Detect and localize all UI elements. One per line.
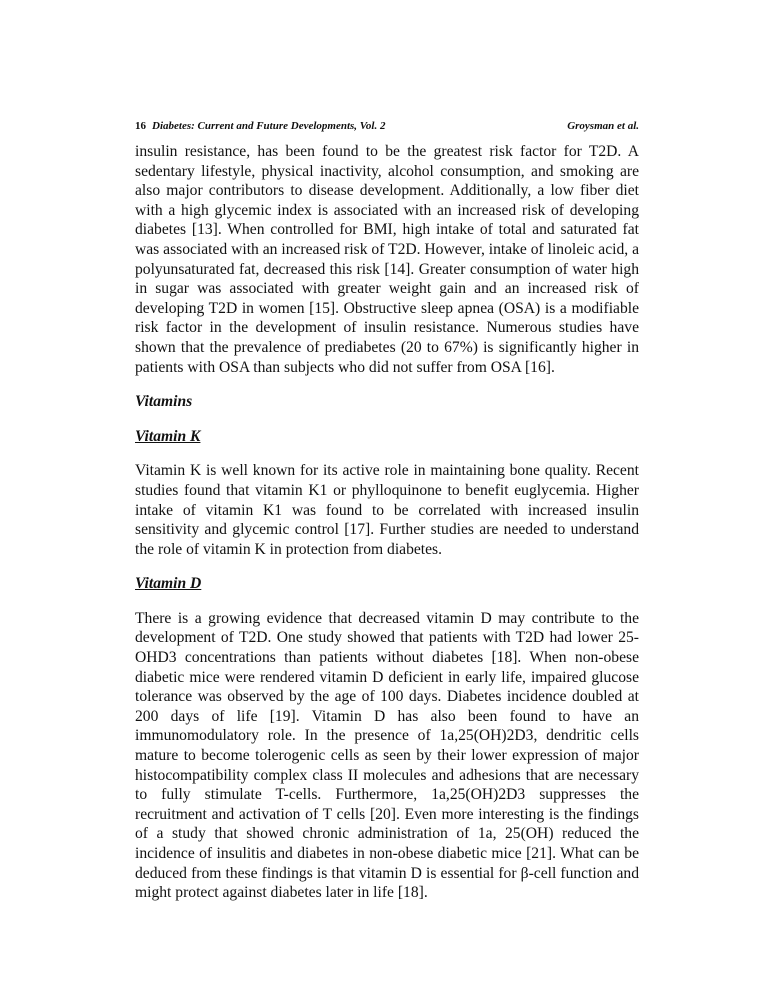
- vitamin-d-paragraph: There is a growing evidence that decreased vitamin D may contribute to the development of T2D. One study showed that patients with T2D had lower 25-OHD3 concentrations than patients without diabetes [18]. When non-obese diabetic mice were rendered vitamin D deficient in early life, impaired glucose tolerance was observed by the age of 100 days. Diabetes incidence doubled at 200 days of life [19]. Vitamin D has also been found to have an immunomodulatory role. In the presence of 1a,25(OH)2D3, dendritic cells mature to become tolerogenic cells as seen by their lower expression of major histocompatibility complex class II molecules and adhesions that are necessary to fully stimulate T-cells. Furthermore, 1a,25(OH)2D3 suppresses the recruitment and activation of T cells [20]. Even more interesting is the findings of a study that showed chronic administration of 1a, 25(OH) reduced the incidence of insulitis and diabetes in non-obese diabetic mice [21]. What can be deduced from these findings is that vitamin D is essential for β-cell function and might protect against diabetes later in life [18].: [135, 609, 639, 902]
- running-head-left: [135, 120, 385, 132]
- subsection-heading-vitamin-d: Vitamin D: [135, 575, 202, 593]
- journal-title: Diabetes: Current and Future Developments, Vol. 2: [152, 120, 386, 132]
- section-heading-vitamins: Vitamins: [135, 393, 193, 411]
- running-head: [135, 120, 639, 132]
- vitamin-k-paragraph: Vitamin K is well known for its active role in maintaining bone quality. Recent studies found that vitamin K1 or phylloquinone to benefit euglycemia. Higher intake of vitamin K1 was found to be correlated with increased insulin sensitivity and glycemic control [17]. Further studies are needed to understand the role of vitamin K in protection from diabetes.: [135, 462, 639, 558]
- subsection-heading-vitamin-k: Vitamin K: [135, 427, 201, 445]
- intro-paragraph: insulin resistance, has been found to be the greatest risk factor for T2D. A sedentary lifestyle, physical inactivity, alcohol consumption, and smoking are also major contributors to disease development. Additionally, a low fiber diet with a high glycemic index is associated with an increased risk of developing diabetes [13]. When controlled for BMI, high intake of total and saturated fat was associated with an increased risk of T2D. However, intake of linoleic acid, a polyunsaturated fat, decreased this risk [14]. Greater consumption of water high in sugar was associated with greater weight gain and an increased risk of developing T2D in women [15]. Obstructive sleep apnea (OSA) is a modifiable risk factor in the development of insulin resistance. Numerous studies have shown that the prevalence of prediabetes (20 to 67%) is significantly higher in patients with OSA than subjects who did not suffer from OSA [16].: [135, 143, 639, 376]
- page-number: 16: [135, 120, 146, 132]
- running-head-authors: Groysman et al.: [567, 120, 639, 132]
- document-page: [135, 120, 639, 903]
